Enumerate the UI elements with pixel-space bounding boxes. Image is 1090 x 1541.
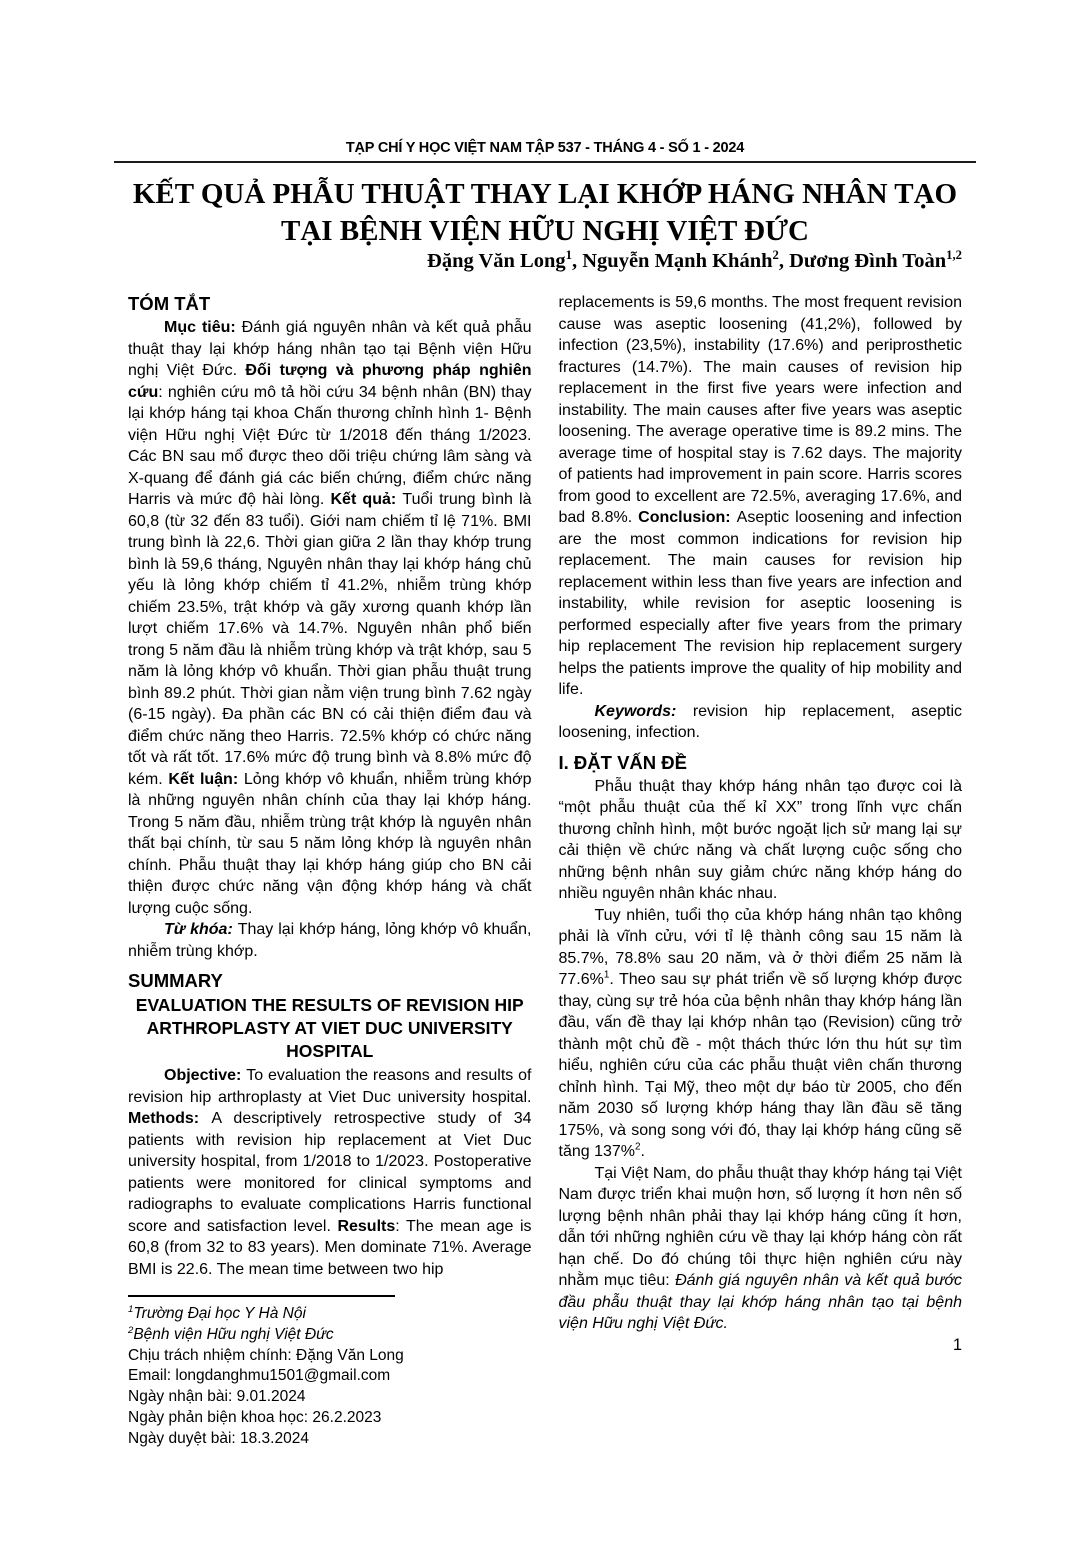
affiliation-1: $^1$Trường Đại học Y Hà Nội bbox=[128, 1303, 306, 1322]
article-title bbox=[128, 176, 962, 250]
keywords-vietnamese: Từ khóa: Thay lại khớp háng, lỏng khớp vô khuẩn, nhiễm trùng khớp. bbox=[128, 921, 532, 960]
date-reviewed: Ngày phản biện khoa học: 26.2.2023 bbox=[128, 1408, 382, 1426]
intro-paragraph-3: Tại Việt Nam, do phẫu thuật thay khớp háng tại Việt Nam được triển khai muộn hơn, số lượng ít hơn nên số lượng bệnh nhân phải thay lại khớp háng cũng ít hơn, dẫn tới những nghiên cứu về thay lại khớp háng còn rất hạn chế. Do đó chúng tôi thực hiện nghiên cứu này nhằm mục tiêu: Đánh giá nguyên nhân và kết quả bước đầu phẫu thuật thay lại khớp háng nhân tạo tại bệnh viện Hữu nghị Việt Đức. bbox=[558, 1164, 962, 1332]
header-divider bbox=[114, 161, 976, 163]
footnote-divider bbox=[128, 1295, 395, 1297]
date-received: Ngày nhận bài: 9.01.2024 bbox=[128, 1388, 306, 1406]
intro-paragraph-2: Tuy nhiên, tuổi thọ của khớp háng nhân tạo không phải là vĩnh cửu, với tỉ lệ thành công sau 15 năm là 85.7%, 78.8% sau 20 năm, và ở thời điểm 25 năm là 77.6%$^1$. Theo sau sự phát triển về số lượng khớp được thay, cùng sự trẻ hóa của bệnh nhân thay khớp háng lần đầu, vấn đề thay lại khớp nhân tạo (Revision) cũng trở thành một chủ đề - một thách thức lớn thu hút sự tìm hiểu, nghiên cứu của các phẫu thuật viên chấn thương chỉnh hình. Tại Mỹ, theo một dự báo từ 2005, cho đến năm 2030 số lượng khớp háng thay lần đầu sẽ tăng 175%, và song song với đó, thay lại khớp háng cũng sẽ tăng 137%$^2$. bbox=[558, 906, 962, 1160]
intro-paragraph-1: Phẫu thuật thay khớp háng nhân tạo được coi là “một phẫu thuật của thế kỉ XX” trong lĩnh vực chấn thương chỉnh hình, một bước ngoặt lịch sử mang lại sự cải thiện về chức năng và chất lượng cuộc sống cho những bệnh nhân suy giảm chức năng khớp háng do nhiều nguyên nhân khác nhau. bbox=[558, 777, 962, 902]
abstract-vietnamese: Mục tiêu: Đánh giá nguyên nhân và kết quả phẫu thuật thay lại khớp háng nhân tạo tại Bệnh viện Hữu nghị Việt Đức. Đối tượng và phương pháp nghiên cứu: nghiên cứu mô tả hồi cứu 34 bệnh nhân (BN) thay lại khớp háng tại khoa Chấn thương chỉnh hình 1- Bệnh viện Hữu nghị Việt Đức từ 1/2018 đến tháng 1/2023. Các BN sau mổ được theo dõi triệu chứng lâm sàng và X-quang để đánh giá các biến chứng, điểm chức năng Harris và mức độ hài lòng. Kết quả: Tuổi trung bình là 60,8 (từ 32 đến 83 tuổi). Giới nam chiếm tỉ lệ 71%. BMI trung bình là 22,6. Thời gian giữa 2 lần thay khớp trung bình là 59,6 tháng, Nguyên nhân thay lại khớp háng chủ yếu là lỏng khớp chiếm tỉ 41.2%, nhiễm trùng khớp chiếm 23.5%, trật khớp và gãy xương quanh khớp lần lượt chiếm 17.6% và 14.7%. Nguyên nhân phổ biến trong 5 năm đầu là nhiễm trùng khớp và trật khớp, sau 5 năm là lỏng khớp vô khuẩn. Thời gian phẫu thuật trung bình 89.2 phút. Thời gian nằm viện trung bình 7.62 ngày (6-15 ngày). Đa phần các BN có cải thiện điểm đau và điểm chức năng theo Harris. 72.5% khớp có chức năng tốt và rất tốt. 17.6% mức độ trung bình và 8.8% mức độ kém. Kết luận: Lỏng khớp vô khuẩn, nhiễm trùng khớp là những nguyên nhân chính của thay lại khớp háng. Trong 5 năm đầu, nhiễm trùng trật khớp là nguyên nhân thất bại chính, từ sau 5 năm lỏng khớp là nguyên nhân chính. Phẫu thuật thay lại khớp háng giúp cho BN cải thiện được chức năng vận động khớp háng và chất lượng cuộc sống. bbox=[128, 319, 532, 917]
summary-title: EVALUATION THE RESULTS OF REVISION HIP ARTHROPLASTY AT VIET DUC UNIVERSITY HOSPITAL bbox=[135, 995, 524, 1061]
article-body bbox=[128, 292, 962, 1450]
tom-tat-heading: TÓM TẮT bbox=[128, 293, 211, 314]
right-column bbox=[559, 292, 963, 1450]
article-title-line1: KẾT QUẢ PHẪU THUẬT THAY LẠI KHỚP HÁNG NHÂN TẠO bbox=[132, 178, 958, 210]
summary-heading: SUMMARY bbox=[128, 970, 223, 991]
abstract-english: Objective: To evaluation the reasons and results of revision hip arthroplasty at Viet Duc university hospital. Methods: A descriptively retrospective study of 34 patients with revision hip replacement at Viet Duc university hospital, from 1/2018 to 1/2023. Postoperative patients were monitored for clinical symptoms and radiographs to evaluate complications Harris functional score and satisfaction level. Results: The mean age is 60,8 (from 32 to 83 years). Men dominate 71%. Average BMI is 22.6. The mean time between two hip bbox=[128, 1067, 532, 1278]
journal-running-header: TẠP CHÍ Y HỌC VIỆT NAM TẬP 537 - THÁNG 4 - SỐ 1 - 2024 bbox=[345, 140, 745, 156]
keywords-english: Keywords: revision hip replacement, aseptic loosening, infection. bbox=[558, 702, 962, 741]
abstract-english-continued: replacements is 59,6 months. The most frequent revision cause was aseptic loosening (41,2%), followed by infection (23,5%), instability (17.6%) and periprosthetic fractures (14.7%). The main causes of revision hip replacement in the first five years were infection and instability. The main causes after five years was aseptic loosening. The average operative time is 89.2 mins. The average time of hospital stay is 7.62 days. The majority of patients had improvement in pain score. Harris scores from good to excellent are 72.5%, averaging 17.6%, and bad 8.8%. Conclusion: Aseptic loosening and infection are the most common indications for revision hip replacement. The main causes for revision hip replacement within less than five years are infection and instability, while revision for aseptic loosening is performed especially after five years from the primary hip replacement The revision hip replacement surgery helps the patients improve the quality of hip mobility and life. bbox=[558, 294, 962, 698]
article-title-line2: TẠI BỆNH VIỆN HỮU NGHỊ VIỆT ĐỨC bbox=[280, 215, 809, 247]
page-number: 1 bbox=[952, 1336, 962, 1354]
corresponding-author: Chịu trách nhiệm chính: Đặng Văn Long bbox=[128, 1346, 404, 1364]
date-accepted: Ngày duyệt bài: 18.3.2024 bbox=[128, 1429, 309, 1447]
authors-line: Đặng Văn Long$^1$, Nguyễn Mạnh Khánh$^2$, Dương Đình Toàn$^{1,2}$ bbox=[427, 248, 962, 272]
section-1-heading: I. ĐẶT VẤN ĐỀ bbox=[558, 751, 687, 773]
footnote-block bbox=[128, 1304, 532, 1450]
affiliation-2: $^2$Bệnh viện Hữu nghị Việt Đức bbox=[128, 1324, 334, 1343]
left-column bbox=[128, 292, 532, 1450]
corresponding-email: Email: longdanghmu1501@gmail.com bbox=[128, 1367, 391, 1385]
